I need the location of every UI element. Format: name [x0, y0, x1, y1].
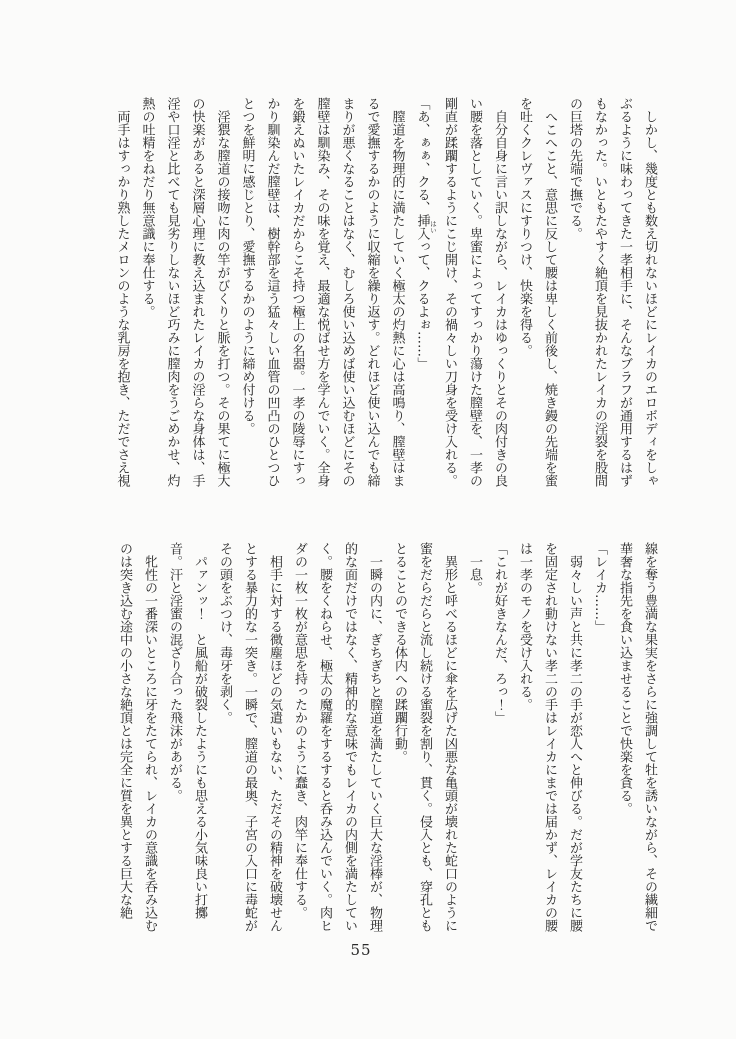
- paragraph: 弱々しい声と共に孝二の手が恋人へと伸びる。だが学友たちに腰を固定され動けない孝二の手はレイカにまでは届かず、レイカの腰は一孝のモノを受け入れる。: [517, 542, 582, 932]
- paragraph: 一息。: [467, 555, 482, 594]
- lower-text-block: [102, 542, 662, 938]
- paragraph: しかし、幾度とも数え切れないほどにレイカのエロボディをしゃぶるように味わってきた一孝相手に、そんなブラフが通用するはずもなかった。いともたやすく絶頂を見抜かれたレイカの淫裂を股間の巨塔の先端で撫でる。: [567, 97, 657, 487]
- paragraph: パァンッ！ と風船が破裂したようにも思える小気味良い打擲音。汗と淫蜜の混ざり合った飛沫があがる。: [167, 542, 207, 919]
- paragraph: 淫猥な膣道の接吻に肉の竿がびくりと脈を打つ。その果てに極大の快楽があると深層心理に教え込まれたレイカの淫らな身体は、手淫や口淫と比べても見劣りしないほど巧みに膣肉をうごめかせ、灼熱の吐精をねだり無意識に奉仕する。: [139, 97, 230, 487]
- paragraph: 両手はすっかり熟したメロンのような乳房を抱き、ただでさえ視: [114, 110, 130, 487]
- paragraph: へこへこと、意思に反して腰は卑しく前後し、焼き鏝の先端を蜜を吐くクレヴァスにすりつけ、快楽を得る。: [517, 97, 557, 487]
- paragraph: 異形と呼べるほどに傘を広げた凶悪な亀頭が壊れた蛇口のように蜜をだらだらと流し続ける蜜裂を割り、貫く。侵入とも、穿孔ともとることのできる体内への蹂躙行動。: [392, 542, 457, 932]
- page-number: 55: [350, 941, 372, 959]
- paragraph: 牝性の一番深いところに牙をたてられ、レイカの意識を呑み込むのは突き込む途中の小さな絶頂とは完全に質を異とする巨大な絶: [117, 542, 157, 932]
- paragraph: 一瞬の内に、ぎちぎちと膣道を満たしていく巨大な淫棒が、物理的な面だけではなく、精神的な意味でもレイカの内側を満たしていく。腰をくねらせ、極太の魔羅をするすると呑み込んでいく。肉ヒダの一枚一枚が意思を持ったかのように蠢き、肉竿に奉仕する。: [292, 542, 382, 932]
- paragraph: 「あ、ぁぁ、クる、挿入 はいって、クるよぉ……」: [414, 97, 437, 370]
- paragraph: 「これが好きなんだ、ろっ！」: [492, 542, 507, 724]
- furigana-ruby: 挿入 はい: [414, 214, 437, 240]
- paragraph: 線を奪う豊満な果実をさらに強調して牡を誘いながら、その繊細で華奢な指先を食い込ませることで快楽を貪る。: [617, 542, 657, 932]
- upper-text-block: [102, 97, 662, 493]
- paragraph: 「レイカ……」: [592, 542, 607, 633]
- paragraph: 自分自身に言い訳しながら、レイカはゆっくりとその肉付きの良い腰を落としていく。卑蜜によってすっかり蕩けた膣壁を、一孝の剛直が蹂躙するようにこじ開け、その禍々しい刀身を受け入れる。: [442, 97, 507, 487]
- paragraph: 相手に対する微塵ほどの気遣いもない、ただその精神を破壊せんとする暴力的な一突き。一瞬で、膣道の最奥、子宮の入口に毒蛇がその頭をぶつけ、毒牙を剥く。: [217, 542, 282, 932]
- paragraph: 膣道を物理的に満たしていく極太の灼熱に心は高鳴り、膣壁はまるで愛撫するかのように収縮を繰り返す。どれほど使い込んでも締まりが悪くなることはなく、むしろ使い込めば使い込むほどにその膣壁は馴染み、その味を覚え、最適な悦ばせ方を学んでいく。全身を鍛えぬいたレイカだからこそ持つ極上の名器。一孝の陵辱にすっかり馴染んだ膣壁は、樹幹部を這う猛々しい血管の凹凸のひとつひとつを鮮明に感じとり、愛撫するかのように締め付ける。: [239, 97, 405, 487]
